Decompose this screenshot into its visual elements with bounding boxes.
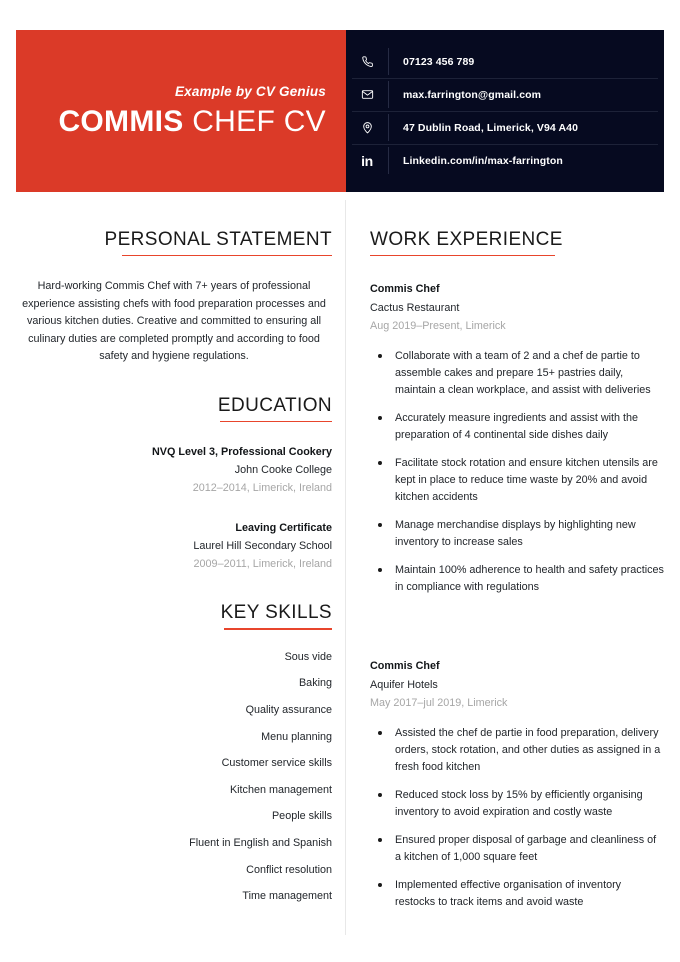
section-rule <box>224 628 332 630</box>
page-title <box>58 106 326 138</box>
right-column <box>370 230 664 911</box>
job-bullet: Assisted the chef de partie in food preparation, delivery orders, stock rotation, and other duties as assigned in a fresh food kitchen <box>370 725 664 776</box>
column-divider <box>345 200 346 935</box>
job-entry <box>370 658 664 911</box>
contact-row-phone <box>346 45 664 78</box>
job-company: Cactus Restaurant <box>370 301 460 314</box>
contact-phone-value: 07123 456 789 <box>403 55 475 68</box>
job-entry <box>370 281 664 596</box>
education-school: John Cooke College <box>234 464 332 477</box>
job-bullet: Accurately measure ingredients and assist with the preparation of 4 continental side dishes daily <box>370 410 664 444</box>
section-rule <box>370 255 555 257</box>
education-degree: NVQ Level 3, Professional Cookery <box>151 446 332 459</box>
job-title: Commis Chef <box>370 660 440 673</box>
job-bullet-list <box>370 725 664 911</box>
contact-row-address <box>346 111 664 144</box>
header-name-block <box>16 30 346 192</box>
job-bullet-list <box>370 348 664 597</box>
byline-text: Example by CV Genius <box>174 84 326 100</box>
skill-item: Baking <box>298 677 332 690</box>
job-bullet: Facilitate stock rotation and ensure kitchen utensils are kept in place to reduce time waste by 20% and avoid kitchen accidents <box>370 455 664 506</box>
section-key-skills <box>16 603 332 904</box>
education-item <box>16 520 332 573</box>
education-heading-wrap <box>16 396 332 422</box>
education-list <box>16 444 332 573</box>
contact-panel <box>346 30 664 192</box>
job-bullet: Manage merchandise displays by highlighting new inventory to increase sales <box>370 517 664 551</box>
skill-item: Fluent in English and Spanish <box>189 836 332 849</box>
education-degree: Leaving Certificate <box>235 521 332 534</box>
job-dates: May 2017–jul 2019, Limerick <box>370 697 508 710</box>
education-dates: 2012–2014, Limerick, Ireland <box>192 482 332 495</box>
contact-linkedin-value: Linkedin.com/in/max-farrington <box>403 154 563 167</box>
section-work-experience <box>370 230 664 911</box>
email-icon <box>346 88 388 101</box>
job-bullet: Maintain 100% adherence to health and safety practices in compliance with regulations <box>370 562 664 596</box>
job-bullet: Ensured proper disposal of garbage and cleanliness of a kitchen of 1,000 square feet <box>370 832 664 866</box>
skill-item: Sous vide <box>284 650 332 663</box>
job-dates: Aug 2019–Present, Limerick <box>370 320 506 333</box>
work-experience-heading: WORK EXPERIENCE <box>370 229 563 250</box>
section-rule <box>122 255 332 257</box>
key-skills-list <box>16 650 332 905</box>
work-experience-heading-wrap <box>370 230 664 256</box>
personal-statement-heading: PERSONAL STATEMENT <box>104 229 332 250</box>
skill-item: Customer service skills <box>221 757 332 770</box>
skill-item: Time management <box>242 890 332 903</box>
personal-statement-body: Hard-working Commis Chef with 7+ years of professional experience assisting chefs with food preparation processes and various kitchen duties. Creative and committed to ensuring all culinary duties are completed promptly and according to food safety and hygiene regulations. <box>22 280 326 363</box>
left-column <box>16 230 332 904</box>
skill-item: Quality assurance <box>245 703 332 716</box>
phone-icon <box>346 55 388 68</box>
linkedin-glyph: in <box>361 152 373 169</box>
job-bullet: Collaborate with a team of 2 and a chef de partie to assemble cakes and prepare 15+ pastries daily, maintain a clean workplace, and assist with deliveries <box>370 348 664 399</box>
section-education <box>16 396 332 573</box>
location-pin-icon <box>346 121 388 134</box>
skill-item: People skills <box>271 810 332 823</box>
personal-statement-heading-wrap <box>16 230 332 256</box>
contact-email-value: max.farrington@gmail.com <box>403 88 542 101</box>
skill-item: Kitchen management <box>229 783 332 796</box>
page-title-bold: COMMIS <box>58 105 184 139</box>
skill-item: Menu planning <box>261 730 332 743</box>
job-bullet: Reduced stock loss by 15% by efficiently organising inventory to avoid expiration and costly waste <box>370 787 664 821</box>
contact-row-email <box>346 78 664 111</box>
page-title-light: CHEF CV <box>183 105 326 139</box>
key-skills-heading: KEY SKILLS <box>220 602 332 624</box>
cv-header <box>16 30 664 192</box>
linkedin-icon <box>346 154 388 168</box>
job-title: Commis Chef <box>370 283 440 296</box>
key-skills-heading-wrap <box>16 603 332 629</box>
contact-address-value: 47 Dublin Road, Limerick, V94 A40 <box>403 121 579 134</box>
section-rule <box>220 421 332 423</box>
skill-item: Conflict resolution <box>246 863 332 876</box>
section-personal-statement <box>16 230 332 366</box>
education-school: Laurel Hill Secondary School <box>193 539 332 552</box>
education-dates: 2009–2011, Limerick, Ireland <box>193 557 332 570</box>
education-item <box>16 444 332 497</box>
education-heading: EDUCATION <box>217 394 332 416</box>
contact-row-linkedin <box>346 144 664 177</box>
job-company: Aquifer Hotels <box>370 678 438 691</box>
job-bullet: Implemented effective organisation of inventory restocks to track items and avoid waste <box>370 877 664 911</box>
